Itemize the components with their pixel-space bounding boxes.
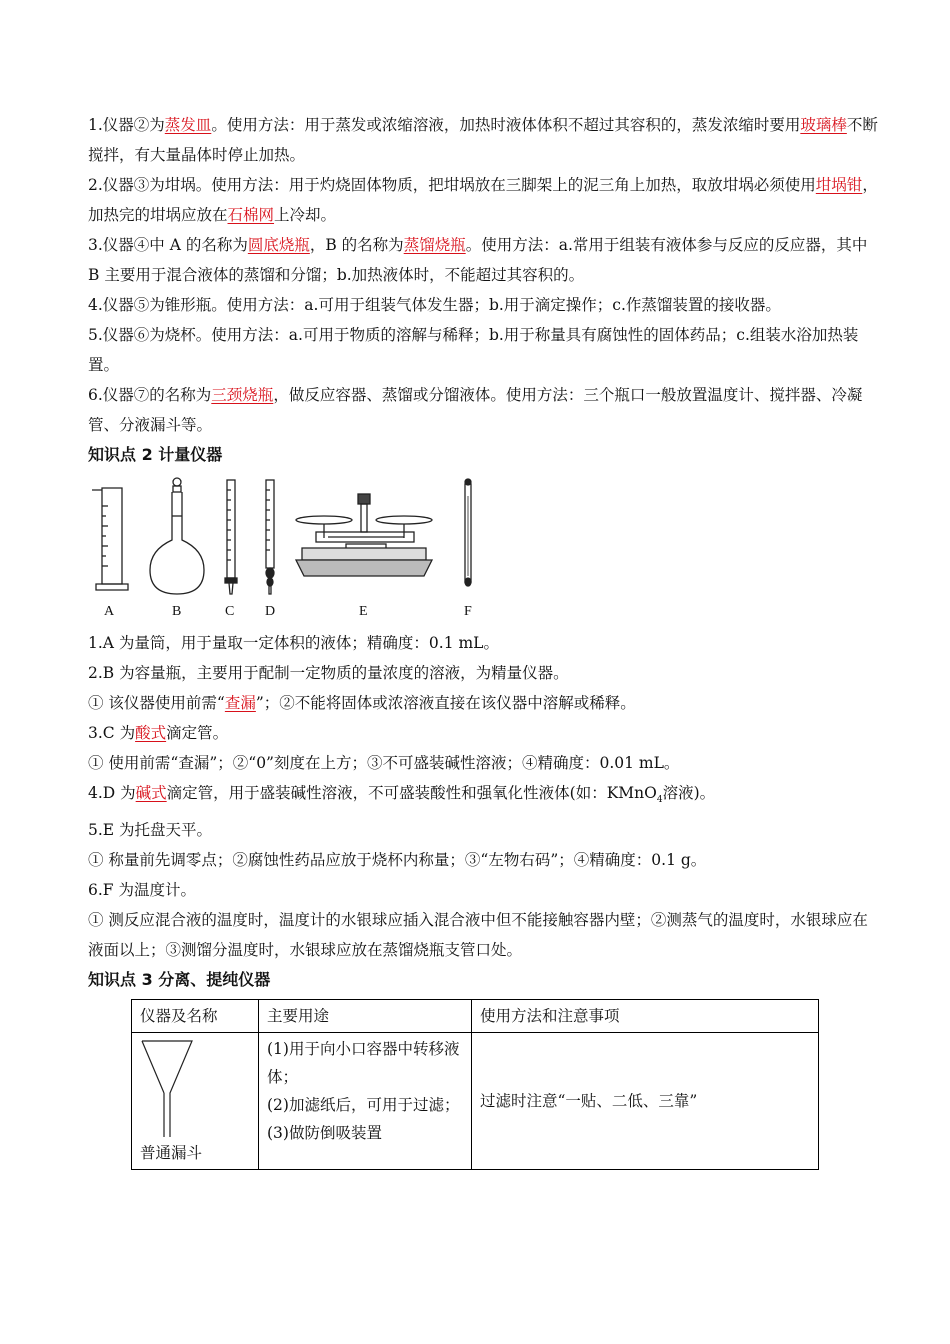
key-term: 玻璃棒 (800, 116, 847, 134)
paragraph-item3: 3.仪器④中 A 的名称为圆底烧瓶，B 的名称为蒸馏烧瓶。使用方法：a.常用于组装有液体参与反应的反应器，其中 B 主要用于混合液体的蒸馏和分馏；b.加热液体时，不能超过其容积的。 (88, 236, 868, 284)
paragraph-b: 2.B 为容量瓶，主要用于配制一定物质的量浓度的溶液，为精量仪器。 (88, 664, 569, 682)
instruments-illustration (88, 476, 508, 604)
paragraph-d: 4.D 为碱式滴定管，用于盛装碱性溶液，不可盛装酸性和强氧化性液体(如：KMnO$_4$溶液)。 (88, 784, 716, 806)
paragraph-e-notes: ① 称量前先调零点；②腐蚀性药品应放于烧杯内称量；③“左物右码”；④精确度：0.1 g。 (88, 851, 707, 870)
figure-label-c: C (225, 604, 235, 619)
instrument-cell (132, 1033, 259, 1170)
document-page (88, 110, 878, 1170)
key-term: 蒸馏烧瓶 (403, 236, 466, 254)
key-term: 坩埚钳 (815, 176, 863, 194)
table-header-cell: 仪器及名称 (132, 1000, 259, 1033)
funnel-icon (140, 1039, 200, 1139)
paragraph-e: 5.E 为托盘天平。 (88, 821, 213, 840)
key-term: 石棉网 (227, 206, 275, 224)
table-header-cell: 主要用途 (259, 1000, 472, 1033)
section-heading-3: 知识点 3 分离、提纯仪器 (88, 970, 271, 990)
thermometer-icon (465, 479, 471, 586)
acid-burette-icon (225, 480, 237, 594)
paragraph-a: 1.A 为量筒，用于量取一定体积的液体；精确度：0.1 mL。 (88, 634, 499, 652)
table-row (132, 1033, 819, 1170)
key-term: 酸式 (135, 724, 167, 742)
figure-label-b: B (172, 604, 182, 619)
instrument-name: 普通漏斗 (140, 1144, 203, 1163)
figure-label-d: D (265, 604, 276, 619)
key-term: 碱式 (135, 784, 167, 802)
paragraph-item6: 6.仪器⑦的名称为三颈烧瓶，做反应容器、蒸馏或分馏液体。使用方法：三个瓶口一般放置温度计、搅拌器、冷凝管、分液漏斗等。 (88, 386, 863, 434)
use-item: (2)加滤纸后，可用于过滤； (267, 1096, 460, 1115)
paragraph-item5: 5.仪器⑥为烧杯。使用方法：a.可用于物质的溶解与稀释；b.用于称量具有腐蚀性的固体药品；c.组装水浴加热装置。 (88, 326, 859, 374)
paragraph-item1: 1.仪器②为蒸发皿。使用方法：用于蒸发或浓缩溶液，加热时液体体积不超过其容积的，蒸发浓缩时要用玻璃棒不断搅拌，有大量晶体时停止加热。 (88, 116, 878, 164)
balance-icon (296, 494, 432, 576)
key-term: 查漏 (224, 694, 256, 712)
base-burette-icon (266, 480, 274, 594)
use-item: (3)做防倒吸装置 (267, 1124, 382, 1143)
uses-cell (259, 1033, 472, 1170)
figure-label-f: F (464, 604, 472, 619)
volumetric-flask-icon (150, 478, 204, 594)
paragraph-f: 6.F 为温度计。 (88, 881, 196, 900)
paragraph-item4: 4.仪器⑤为锥形瓶。使用方法：a.可用于组装气体发生器；b.用于滴定操作；c.作蒸馏装置的接收器。 (88, 296, 781, 314)
key-term: 三颈烧瓶 (211, 386, 274, 404)
figure-label-a: A (104, 604, 115, 619)
section-heading-2: 知识点 2 计量仪器 (88, 445, 223, 464)
key-term: 蒸发皿 (164, 116, 212, 134)
paragraph-item2: 2.仪器③为坩埚。使用方法：用于灼烧固体物质，把坩埚放在三脚架上的泥三角上加热，取放坩埚必须使用坩埚钳，加热完的坩埚应放在石棉网上冷却。 (88, 176, 878, 224)
paragraph-b-notes: ① 该仪器使用前需“查漏”；②不能将固体或浓溶液直接在该仪器中溶解或稀释。 (88, 694, 636, 712)
notes-cell: 过滤时注意“一贴、二低、三靠” (472, 1033, 819, 1170)
use-item: (1)用于向小口容器中转移液体； (267, 1040, 460, 1087)
paragraph-c: 3.C 为酸式滴定管。 (88, 724, 229, 742)
paragraph-f-notes: ① 测反应混合液的温度时，温度计的水银球应插入混合液中但不能接触容器内壁；②测蒸气的温度时，水银球应在液面以上；③测馏分温度时，水银球应放在蒸馏烧瓶支管口处。 (88, 911, 868, 960)
key-term: 圆底烧瓶 (247, 236, 310, 254)
graduated-cylinder-icon (92, 488, 128, 590)
separation-instruments-table (131, 999, 819, 1170)
table-header-row (132, 1000, 819, 1033)
figure-label-e: E (359, 604, 368, 619)
paragraph-c-notes: ① 使用前需“查漏”；②“0”刻度在上方；③不可盛装碱性溶液；④精确度：0.01 mL。 (88, 754, 680, 772)
measuring-instruments-figure (88, 476, 508, 626)
table-header-cell: 使用方法和注意事项 (472, 1000, 819, 1033)
